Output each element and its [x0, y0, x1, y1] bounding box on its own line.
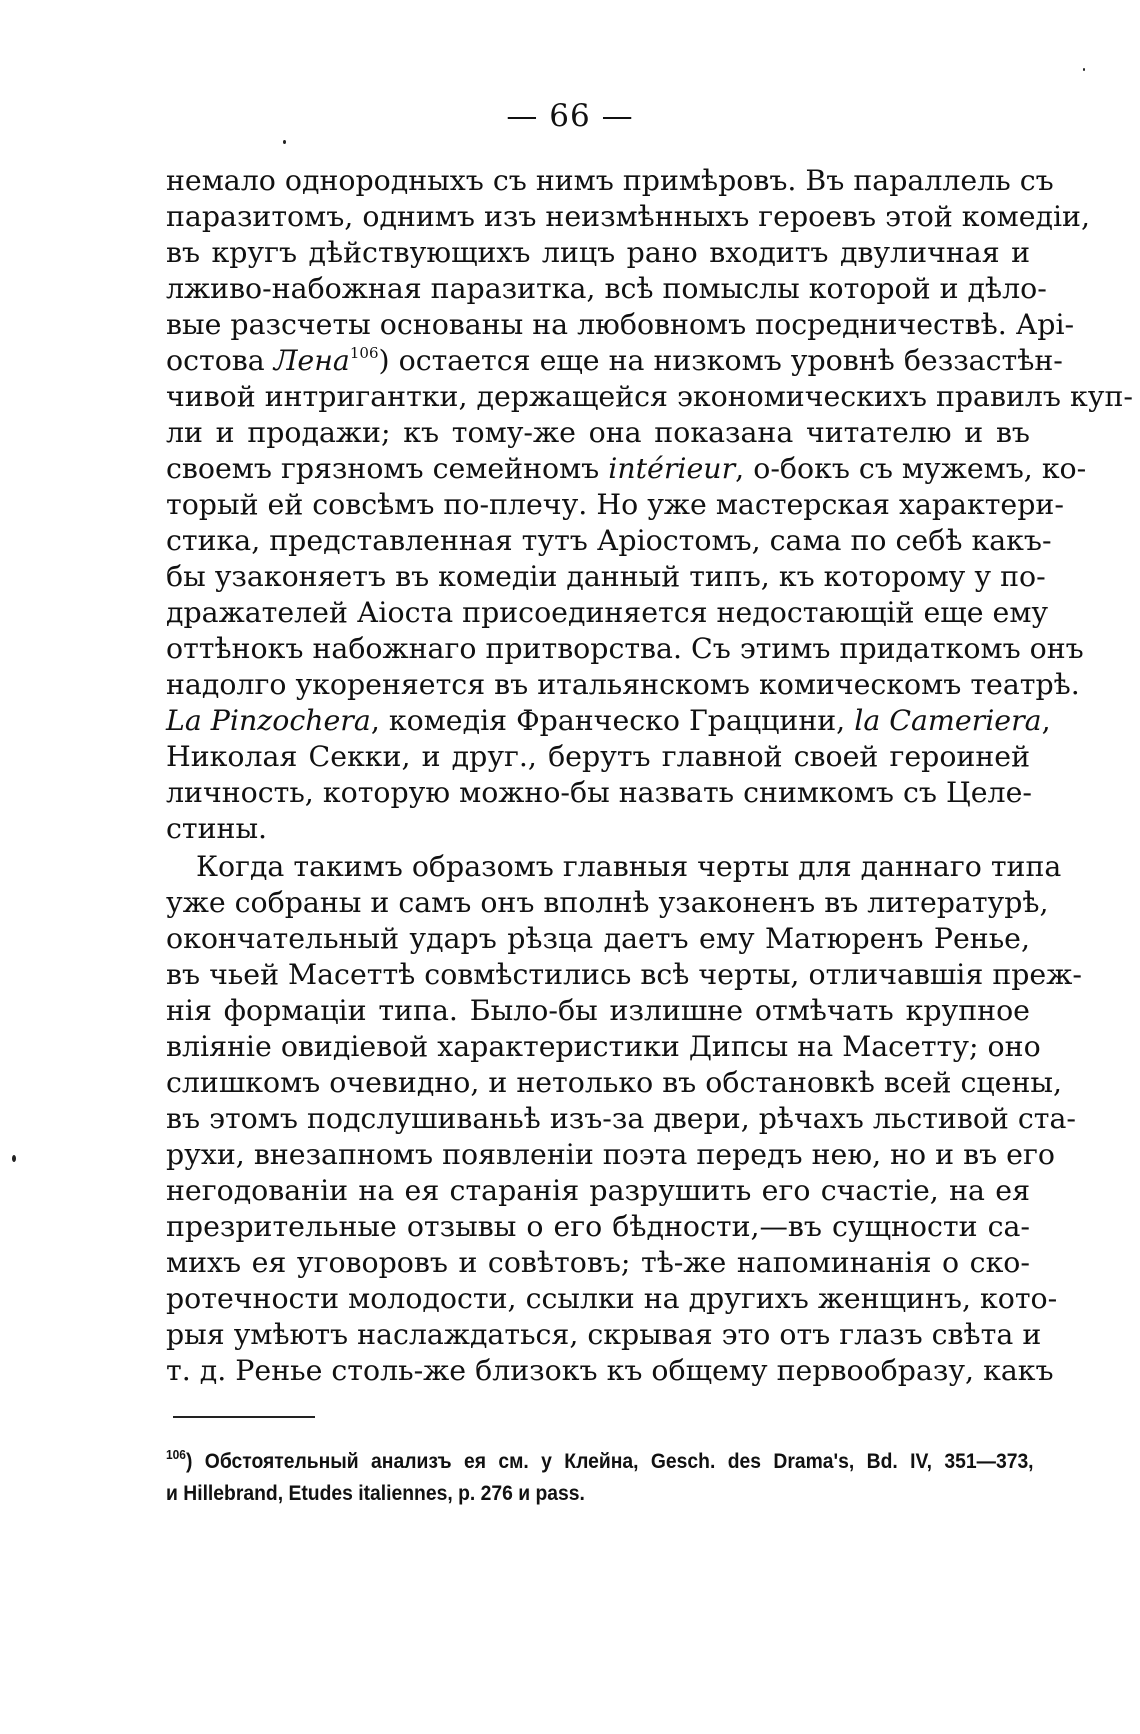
- text-line: негодованіи на ея старанія разрушить его счастіе, на ея: [166, 1174, 1030, 1207]
- text-line: бы узаконяетъ въ комедіи данный типъ, къ которому у по-: [166, 560, 1046, 593]
- paragraph-2: [166, 849, 1082, 1389]
- text-line: т. д. Ренье столь-же близокъ къ общему первообразу, какъ: [166, 1354, 1054, 1387]
- text-run: своемъ грязномъ семейномъ: [166, 452, 609, 485]
- italic-text: La Pinzochera: [166, 704, 371, 737]
- text-line: Николая Секки, и друг., берутъ главной своей героиней: [166, 740, 1030, 773]
- text-line: въ чьей Масеттѣ совмѣстились всѣ черты, отличавшія преж-: [166, 958, 1082, 991]
- text-line: вліяніе овидіевой характеристики Дипсы на Масетту; оно: [166, 1030, 1041, 1063]
- text-line: чивой интригантки, держащейся экономическихъ правилъ куп-: [166, 380, 1133, 413]
- footnote-line: и Hillebrand, Etudes italiennes, p. 276 и pass.: [166, 1482, 585, 1505]
- text-line: стины.: [166, 812, 268, 845]
- text-line: слишкомъ очевидно, и нетолько въ обстановкѣ всей сцены,: [166, 1066, 1063, 1099]
- text-line: стика, представленная тутъ Аріостомъ, сама по себѣ какъ-: [166, 524, 1052, 557]
- text-line: ротечности молодости, ссылки на другихъ женщинъ, кото-: [166, 1282, 1058, 1315]
- text-line: [166, 343, 1063, 379]
- footnote-divider: [173, 1416, 315, 1418]
- text-line: михъ ея уговоровъ и совѣтовъ; тѣ-же напоминанія о ско-: [166, 1246, 1030, 1279]
- text-line: лживо-набожная паразитка, всѣ помыслы которой и дѣло-: [166, 272, 1047, 305]
- text-line: ли и продажи; къ тому-же она показана читателю и въ: [166, 416, 1030, 449]
- text-line: уже собраны и самъ онъ вполнѣ узаконенъ въ литературѣ,: [166, 886, 1049, 919]
- text-line: торый ей совсѣмъ по-плечу. Но уже мастерская характери-: [166, 488, 1064, 521]
- text-line: надолго укореняется въ итальянскомъ комическомъ театрѣ.: [166, 668, 1080, 701]
- text-line: оттѣнокъ набожнаго притворства. Съ этимъ придаткомъ онъ: [166, 632, 1084, 665]
- text-run: ) Обстоятельный анализъ ея см. у Клейна, Gesch. des Drama's, Bd. IV, 351—373,: [185, 1450, 1034, 1473]
- text-run: ,: [1041, 704, 1051, 737]
- text-line: рухи, внезапномъ появленіи поэта передъ нею, но и въ его: [166, 1138, 1055, 1171]
- text-line: [166, 703, 1051, 739]
- italic-text: Лена: [273, 344, 350, 377]
- text-line: немало однородныхъ съ нимъ примѣровъ. Въ параллель съ: [166, 164, 1054, 197]
- text-line: въ этомъ подслушиваньѣ изъ-за двери, рѣчахъ льстивой ста-: [166, 1102, 1076, 1135]
- footnote-line: [166, 1446, 1034, 1478]
- text-line: Когда такимъ образомъ главныя черты для даннаго типа: [196, 850, 1062, 883]
- italic-text: intérieur: [608, 452, 736, 485]
- text-run: ) остается еще на низкомъ уровнѣ беззастѣн-: [378, 344, 1063, 377]
- scan-speck: [283, 140, 286, 144]
- text-line: въ кругъ дѣйствующихъ лицъ рано входитъ двуличная и: [166, 236, 1030, 269]
- text-run: остова: [166, 344, 274, 377]
- text-line: окончательный ударъ рѣзца даетъ ему Матюренъ Ренье,: [166, 922, 1030, 955]
- text-run: , о-бокъ съ мужемъ, ко-: [735, 452, 1087, 485]
- text-line: вые разсчеты основаны на любовномъ посредничествѣ. Арі-: [166, 308, 1075, 341]
- text-run: , комедія Франческо Граццини,: [370, 704, 855, 737]
- text-line: [166, 451, 1087, 487]
- footnote-marker: 106: [349, 344, 379, 362]
- text-line: нія формаціи типа. Было-бы излишне отмѣчать крупное: [166, 994, 1030, 1027]
- text-line: паразитомъ, однимъ изъ неизмѣнныхъ героевъ этой комедіи,: [166, 200, 1090, 233]
- page-number: — 66 —: [506, 98, 634, 134]
- footnote-marker: 106: [166, 1447, 186, 1462]
- paragraph-1: [166, 163, 1133, 847]
- footnote: [166, 1446, 1034, 1510]
- text-line: рыя умѣютъ наслаждаться, скрывая это отъ глазъ свѣта и: [166, 1318, 1042, 1351]
- scan-speck: [12, 1155, 16, 1162]
- scan-speck: [1083, 68, 1085, 71]
- italic-text: la Cameriera: [854, 704, 1042, 737]
- text-line: дражателей Аіоста присоединяется недостающій еще ему: [166, 596, 1049, 629]
- text-line: личность, которую можно-бы назвать снимкомъ съ Целе-: [166, 776, 1032, 809]
- text-line: презрительные отзывы о его бѣдности,—въ сущности са-: [166, 1210, 1030, 1243]
